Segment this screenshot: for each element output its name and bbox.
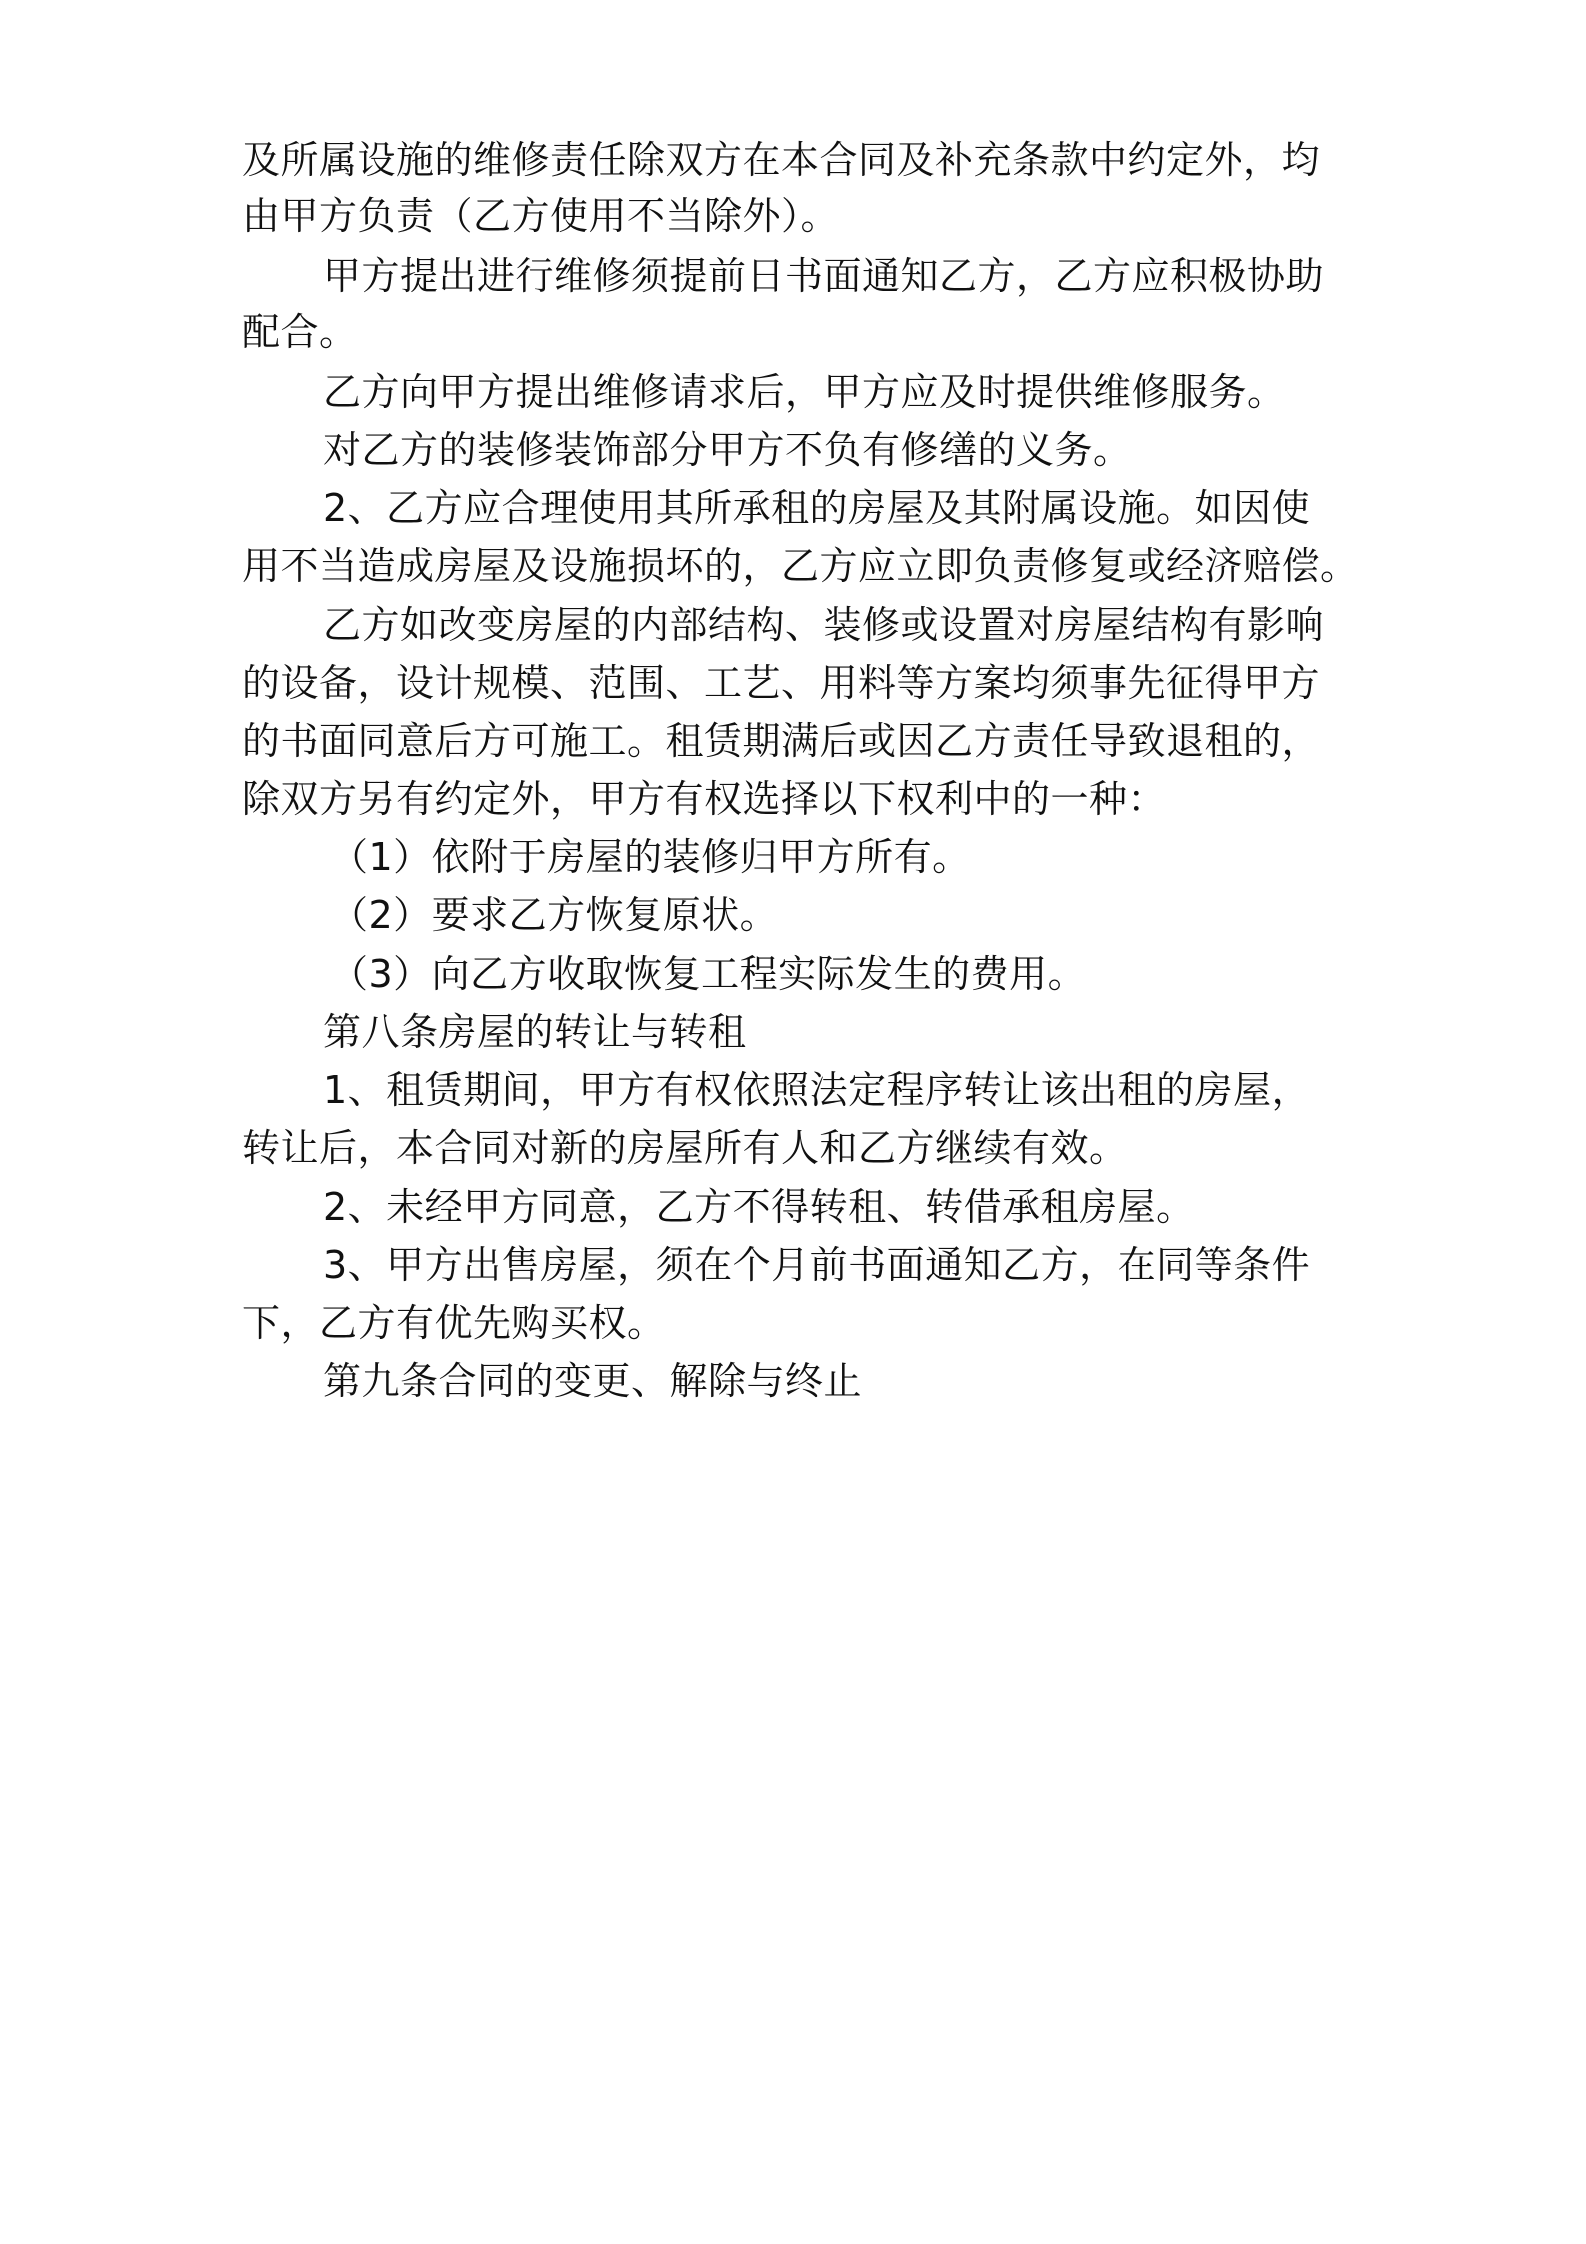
paragraph-first-line: 2、未经甲方同意，乙方不得转租、转借承租房屋。 bbox=[323, 1185, 1195, 1229]
body-line: 除双方另有约定外，甲方有权选择以下权利中的一种： bbox=[242, 777, 1167, 821]
body-line: 由甲方负责（乙方使用不当除外）。 bbox=[242, 194, 840, 238]
body-line: 转让后，本合同对新的房屋所有人和乙方继续有效。 bbox=[242, 1126, 1128, 1170]
body-line: 的设备，设计规模、范围、工艺、用料等方案均须事先征得甲方 bbox=[242, 661, 1321, 705]
paragraph-first-line: 乙方向甲方提出维修请求后，甲方应及时提供维修服务。 bbox=[323, 370, 1286, 414]
body-line: 配合。 bbox=[242, 310, 358, 354]
paragraph-first-line: 3、甲方出售房屋，须在个月前书面通知乙方，在同等条件 bbox=[323, 1243, 1311, 1287]
paragraph-first-line: 对乙方的装修装饰部分甲方不负有修缮的义务。 bbox=[323, 428, 1132, 472]
body-line: 的书面同意后方可施工。租赁期满后或因乙方责任导致退租的， bbox=[242, 719, 1321, 763]
paragraph-first-line: 2、乙方应合理使用其所承租的房屋及其附属设施。如因使 bbox=[323, 486, 1311, 530]
list-item: （3）向乙方收取恢复工程实际发生的费用。 bbox=[330, 952, 1087, 996]
section-heading: 第八条房屋的转让与转租 bbox=[323, 1010, 747, 1054]
section-heading: 第九条合同的变更、解除与终止 bbox=[323, 1359, 863, 1403]
body-line: 及所属设施的维修责任除双方在本合同及补充条款中约定外，均 bbox=[242, 138, 1321, 182]
paragraph-first-line: 乙方如改变房屋的内部结构、装修或设置对房屋结构有影响 bbox=[323, 603, 1325, 647]
list-item: （2）要求乙方恢复原状。 bbox=[330, 893, 779, 937]
body-line: 下，乙方有优先购买权。 bbox=[242, 1301, 666, 1345]
body-line: 用不当造成房屋及设施损坏的，乙方应立即负责修复或经济赔偿。 bbox=[242, 544, 1359, 588]
list-item: （1）依附于房屋的装修归甲方所有。 bbox=[330, 835, 971, 879]
paragraph-first-line: 甲方提出进行维修须提前日书面通知乙方，乙方应积极协助 bbox=[323, 254, 1325, 298]
paragraph-first-line: 1、租赁期间，甲方有权依照法定程序转让该出租的房屋， bbox=[323, 1068, 1311, 1112]
